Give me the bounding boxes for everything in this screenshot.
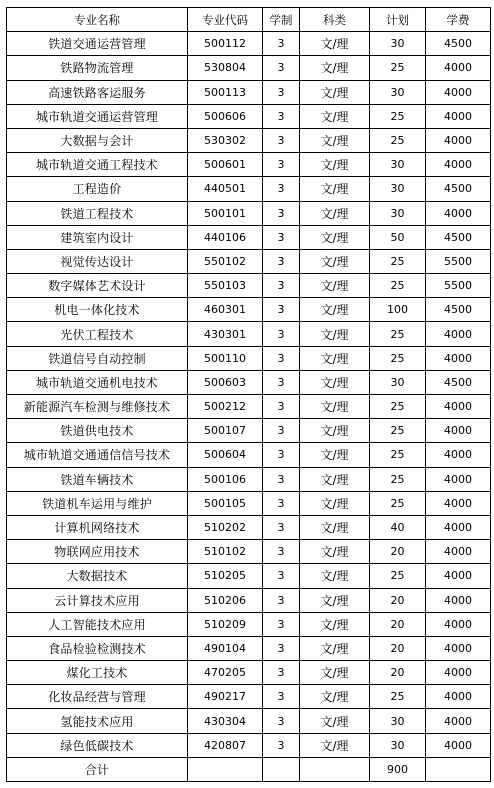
- cell-tuition: 4000: [426, 419, 491, 443]
- cell-category: 文/理: [300, 201, 370, 225]
- cell-duration: 3: [263, 201, 300, 225]
- table-row: [7, 467, 491, 491]
- cell-major-name: 工程造价: [7, 177, 188, 201]
- cell-major-code: 510102: [188, 540, 263, 564]
- cell-tuition: 4000: [426, 733, 491, 757]
- table-row: [7, 395, 491, 419]
- cell-category: 文/理: [300, 322, 370, 346]
- cell-major-name: 煤化工技术: [7, 661, 188, 685]
- cell-tuition: 4500: [426, 32, 491, 56]
- cell-category: 文/理: [300, 153, 370, 177]
- cell-plan: 25: [370, 249, 426, 273]
- table-row: [7, 104, 491, 128]
- cell-duration: 3: [263, 612, 300, 636]
- cell-duration: 3: [263, 395, 300, 419]
- cell-category: 文/理: [300, 346, 370, 370]
- cell-plan: 25: [370, 322, 426, 346]
- cell-category: 文/理: [300, 32, 370, 56]
- cell-major-code: 510202: [188, 515, 263, 539]
- cell-major-code: 500113: [188, 80, 263, 104]
- cell-tuition: 4500: [426, 177, 491, 201]
- cell-category: 文/理: [300, 249, 370, 273]
- cell-plan: 20: [370, 661, 426, 685]
- cell-category: 文/理: [300, 56, 370, 80]
- cell-major-code: 500105: [188, 491, 263, 515]
- cell-major-code: 510209: [188, 612, 263, 636]
- cell-major-code: 430301: [188, 322, 263, 346]
- cell-plan: 20: [370, 540, 426, 564]
- cell-major-name: 铁道供电技术: [7, 419, 188, 443]
- cell-category: 文/理: [300, 564, 370, 588]
- cell-tuition: 4000: [426, 443, 491, 467]
- table-row: [7, 443, 491, 467]
- table-row: [7, 298, 491, 322]
- cell-category: 文/理: [300, 540, 370, 564]
- cell-category: 文/理: [300, 104, 370, 128]
- table-row: [7, 322, 491, 346]
- total-row: [7, 757, 491, 781]
- cell-major-code: 550102: [188, 249, 263, 273]
- cell-tuition: 4000: [426, 540, 491, 564]
- cell-major-name: 铁路物流管理: [7, 56, 188, 80]
- cell-plan: 25: [370, 685, 426, 709]
- cell-category: 文/理: [300, 733, 370, 757]
- cell-category: 文/理: [300, 467, 370, 491]
- table-row: [7, 540, 491, 564]
- cell-plan: 25: [370, 467, 426, 491]
- cell-major-name: 人工智能技术应用: [7, 612, 188, 636]
- header-tuition: 学费: [426, 8, 491, 32]
- cell-major-name: 数字媒体艺术设计: [7, 274, 188, 298]
- table-row: [7, 419, 491, 443]
- cell-category: 文/理: [300, 588, 370, 612]
- cell-duration: 3: [263, 709, 300, 733]
- cell-major-name: 云计算技术应用: [7, 588, 188, 612]
- cell-duration: 3: [263, 32, 300, 56]
- header-major-code: 专业代码: [188, 8, 263, 32]
- cell-major-code: 500106: [188, 467, 263, 491]
- cell-tuition: 4000: [426, 56, 491, 80]
- cell-duration: 3: [263, 733, 300, 757]
- header-category: 科类: [300, 8, 370, 32]
- cell-plan: 30: [370, 32, 426, 56]
- cell-major-name: 化妆品经营与管理: [7, 685, 188, 709]
- table-row: [7, 588, 491, 612]
- cell-duration: 3: [263, 564, 300, 588]
- table-row: [7, 612, 491, 636]
- enrollment-plan-table: [6, 7, 491, 782]
- cell-duration: 3: [263, 249, 300, 273]
- cell-plan: 20: [370, 636, 426, 660]
- cell-duration: 3: [263, 128, 300, 152]
- cell-tuition: 4000: [426, 612, 491, 636]
- cell-tuition: 4000: [426, 661, 491, 685]
- table-row: [7, 685, 491, 709]
- table-row: [7, 515, 491, 539]
- cell-major-name: 新能源汽车检测与维修技术: [7, 395, 188, 419]
- total-plan: 900: [370, 757, 426, 781]
- table-row: [7, 733, 491, 757]
- cell-tuition: 4000: [426, 588, 491, 612]
- cell-major-code: 550103: [188, 274, 263, 298]
- cell-major-code: 530302: [188, 128, 263, 152]
- cell-duration: 3: [263, 346, 300, 370]
- cell-major-code: 500112: [188, 32, 263, 56]
- cell-duration: 3: [263, 56, 300, 80]
- table-row: [7, 564, 491, 588]
- cell-major-name: 光伏工程技术: [7, 322, 188, 346]
- cell-category: 文/理: [300, 612, 370, 636]
- header-major-name: 专业名称: [7, 8, 188, 32]
- total-empty-cell: [263, 757, 300, 781]
- cell-category: 文/理: [300, 370, 370, 394]
- cell-tuition: 4000: [426, 515, 491, 539]
- cell-major-code: 490217: [188, 685, 263, 709]
- cell-major-name: 视觉传达设计: [7, 249, 188, 273]
- cell-plan: 30: [370, 709, 426, 733]
- cell-major-code: 500107: [188, 419, 263, 443]
- cell-tuition: 4000: [426, 201, 491, 225]
- total-empty-cell: [426, 757, 491, 781]
- cell-tuition: 4500: [426, 298, 491, 322]
- cell-duration: 3: [263, 298, 300, 322]
- cell-major-code: 500606: [188, 104, 263, 128]
- cell-major-code: 530804: [188, 56, 263, 80]
- cell-duration: 3: [263, 419, 300, 443]
- cell-major-code: 500110: [188, 346, 263, 370]
- cell-major-name: 城市轨道交通运营管理: [7, 104, 188, 128]
- cell-major-name: 铁道信号自动控制: [7, 346, 188, 370]
- cell-major-code: 440106: [188, 225, 263, 249]
- cell-tuition: 4000: [426, 709, 491, 733]
- cell-category: 文/理: [300, 128, 370, 152]
- cell-duration: 3: [263, 540, 300, 564]
- cell-major-code: 490104: [188, 636, 263, 660]
- cell-major-name: 高速铁路客运服务: [7, 80, 188, 104]
- cell-major-name: 城市轨道交通通信信号技术: [7, 443, 188, 467]
- table-row: [7, 709, 491, 733]
- cell-category: 文/理: [300, 685, 370, 709]
- table-row: [7, 661, 491, 685]
- cell-tuition: 4000: [426, 153, 491, 177]
- cell-tuition: 4000: [426, 322, 491, 346]
- table-row: [7, 80, 491, 104]
- table-body: [7, 32, 491, 758]
- cell-major-name: 建筑室内设计: [7, 225, 188, 249]
- cell-major-code: 500101: [188, 201, 263, 225]
- cell-category: 文/理: [300, 443, 370, 467]
- cell-major-name: 绿色低碳技术: [7, 733, 188, 757]
- enrollment-plan-sheet: [6, 7, 491, 782]
- cell-major-code: 460301: [188, 298, 263, 322]
- table-row: [7, 274, 491, 298]
- cell-tuition: 5500: [426, 249, 491, 273]
- cell-duration: 3: [263, 104, 300, 128]
- cell-category: 文/理: [300, 515, 370, 539]
- cell-tuition: 4000: [426, 467, 491, 491]
- cell-duration: 3: [263, 491, 300, 515]
- cell-category: 文/理: [300, 419, 370, 443]
- cell-duration: 3: [263, 685, 300, 709]
- cell-duration: 3: [263, 80, 300, 104]
- cell-plan: 30: [370, 153, 426, 177]
- cell-major-code: 510205: [188, 564, 263, 588]
- table-row: [7, 491, 491, 515]
- cell-major-name: 物联网应用技术: [7, 540, 188, 564]
- cell-duration: 3: [263, 225, 300, 249]
- cell-category: 文/理: [300, 177, 370, 201]
- cell-tuition: 4000: [426, 685, 491, 709]
- cell-plan: 25: [370, 56, 426, 80]
- cell-category: 文/理: [300, 395, 370, 419]
- cell-tuition: 4000: [426, 395, 491, 419]
- cell-plan: 50: [370, 225, 426, 249]
- cell-duration: 3: [263, 467, 300, 491]
- cell-duration: 3: [263, 636, 300, 660]
- header-duration: 学制: [263, 8, 300, 32]
- cell-category: 文/理: [300, 491, 370, 515]
- cell-plan: 30: [370, 201, 426, 225]
- table-row: [7, 370, 491, 394]
- total-empty-cell: [188, 757, 263, 781]
- table-row: [7, 636, 491, 660]
- cell-major-code: 510206: [188, 588, 263, 612]
- table-row: [7, 201, 491, 225]
- cell-plan: 40: [370, 515, 426, 539]
- cell-tuition: 4000: [426, 636, 491, 660]
- cell-major-name: 铁道交通运营管理: [7, 32, 188, 56]
- cell-duration: 3: [263, 370, 300, 394]
- table-row: [7, 346, 491, 370]
- cell-major-name: 铁道机车运用与维护: [7, 491, 188, 515]
- cell-major-name: 城市轨道交通工程技术: [7, 153, 188, 177]
- cell-tuition: 5500: [426, 274, 491, 298]
- header-plan: 计划: [370, 8, 426, 32]
- cell-major-name: 大数据与会计: [7, 128, 188, 152]
- cell-major-code: 440501: [188, 177, 263, 201]
- table-row: [7, 177, 491, 201]
- cell-plan: 20: [370, 588, 426, 612]
- cell-plan: 25: [370, 274, 426, 298]
- cell-plan: 25: [370, 419, 426, 443]
- table-row: [7, 249, 491, 273]
- cell-major-code: 500212: [188, 395, 263, 419]
- table-row: [7, 32, 491, 56]
- cell-plan: 25: [370, 128, 426, 152]
- cell-tuition: 4000: [426, 128, 491, 152]
- cell-category: 文/理: [300, 80, 370, 104]
- cell-tuition: 4500: [426, 370, 491, 394]
- cell-plan: 25: [370, 395, 426, 419]
- cell-duration: 3: [263, 515, 300, 539]
- cell-category: 文/理: [300, 225, 370, 249]
- cell-category: 文/理: [300, 636, 370, 660]
- cell-category: 文/理: [300, 274, 370, 298]
- cell-major-name: 机电一体化技术: [7, 298, 188, 322]
- cell-major-code: 500601: [188, 153, 263, 177]
- cell-plan: 30: [370, 370, 426, 394]
- header-row: [7, 8, 491, 32]
- cell-tuition: 4000: [426, 564, 491, 588]
- cell-category: 文/理: [300, 709, 370, 733]
- cell-plan: 25: [370, 443, 426, 467]
- cell-tuition: 4500: [426, 225, 491, 249]
- cell-major-name: 食品检验检测技术: [7, 636, 188, 660]
- cell-plan: 25: [370, 491, 426, 515]
- cell-duration: 3: [263, 274, 300, 298]
- cell-duration: 3: [263, 588, 300, 612]
- cell-tuition: 4000: [426, 104, 491, 128]
- cell-plan: 20: [370, 612, 426, 636]
- cell-duration: 3: [263, 661, 300, 685]
- cell-major-code: 470205: [188, 661, 263, 685]
- cell-tuition: 4000: [426, 491, 491, 515]
- cell-duration: 3: [263, 153, 300, 177]
- cell-major-name: 大数据技术: [7, 564, 188, 588]
- cell-major-name: 铁道车辆技术: [7, 467, 188, 491]
- cell-category: 文/理: [300, 661, 370, 685]
- cell-major-code: 500603: [188, 370, 263, 394]
- cell-major-name: 城市轨道交通机电技术: [7, 370, 188, 394]
- cell-plan: 100: [370, 298, 426, 322]
- cell-plan: 30: [370, 733, 426, 757]
- cell-plan: 25: [370, 104, 426, 128]
- total-label: 合计: [7, 757, 188, 781]
- cell-major-code: 430304: [188, 709, 263, 733]
- cell-category: 文/理: [300, 298, 370, 322]
- cell-plan: 25: [370, 346, 426, 370]
- table-row: [7, 153, 491, 177]
- cell-major-code: 500604: [188, 443, 263, 467]
- cell-plan: 30: [370, 80, 426, 104]
- cell-tuition: 4000: [426, 346, 491, 370]
- cell-plan: 30: [370, 177, 426, 201]
- cell-major-name: 计算机网络技术: [7, 515, 188, 539]
- cell-duration: 3: [263, 322, 300, 346]
- cell-duration: 3: [263, 177, 300, 201]
- cell-plan: 25: [370, 564, 426, 588]
- total-empty-cell: [300, 757, 370, 781]
- cell-major-name: 氢能技术应用: [7, 709, 188, 733]
- cell-major-code: 420807: [188, 733, 263, 757]
- cell-tuition: 4000: [426, 80, 491, 104]
- cell-duration: 3: [263, 443, 300, 467]
- table-row: [7, 128, 491, 152]
- table-row: [7, 225, 491, 249]
- table-row: [7, 56, 491, 80]
- cell-major-name: 铁道工程技术: [7, 201, 188, 225]
